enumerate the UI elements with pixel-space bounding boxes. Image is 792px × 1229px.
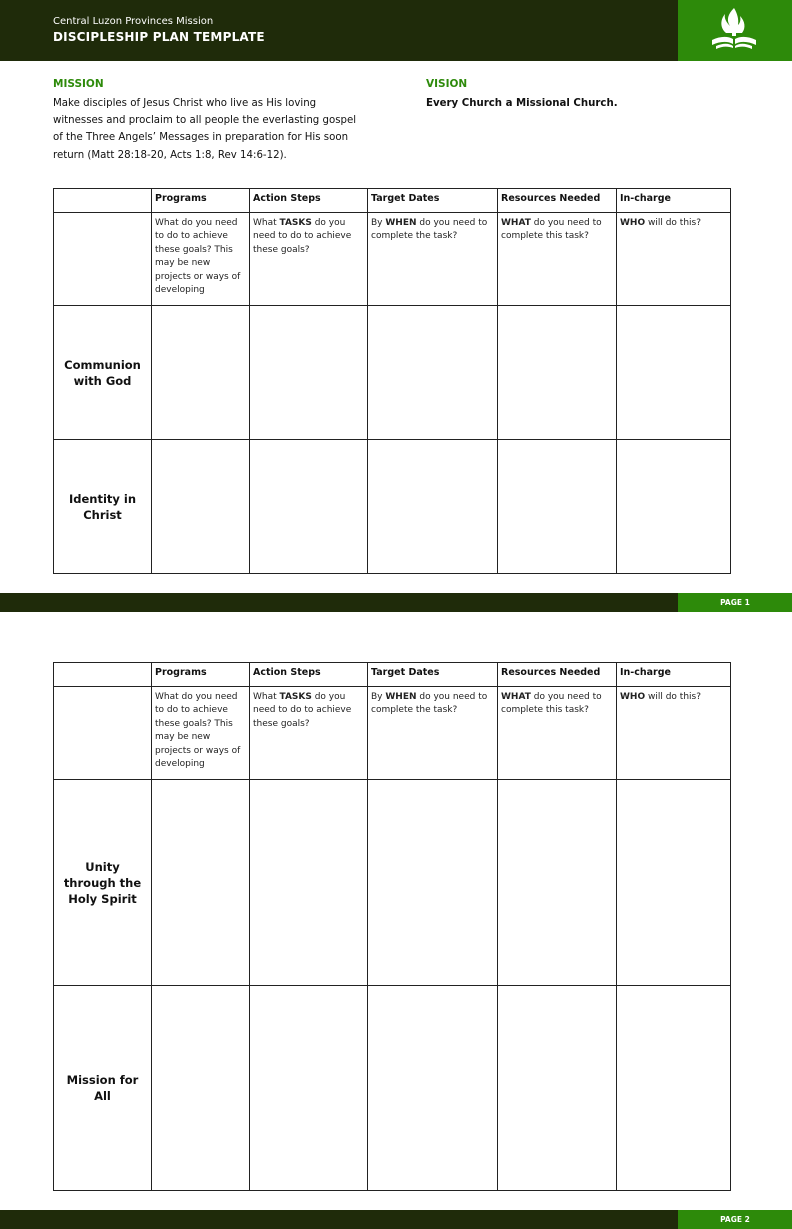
category-communion-with-god: Communion with God [54,306,152,440]
table-row [54,440,731,574]
input-cell[interactable] [617,986,731,1191]
category-mission-for-all: Mission for All [54,986,152,1191]
column-header-programs: Programs [152,189,250,213]
input-cell[interactable] [498,306,617,440]
table-row [54,986,731,1191]
target-dates-description: By WHEN do you need to complete the task? [368,213,498,306]
column-header-resources: Resources Needed [498,189,617,213]
in-charge-description: WHO will do this? [617,213,731,306]
target-dates-description: By WHEN do you need to complete the task? [368,687,498,780]
input-cell[interactable] [498,986,617,1191]
column-header-programs: Programs [152,663,250,687]
table-row [54,780,731,986]
sda-flame-bible-icon [708,6,760,54]
column-header-action-steps: Action Steps [250,189,368,213]
column-header-in-charge: In-charge [617,189,731,213]
mission-text [53,95,373,164]
input-cell[interactable] [250,780,368,986]
input-cell[interactable] [368,780,498,986]
page-number-label: PAGE 1 [678,593,792,612]
description-row-label [54,687,152,780]
organization-name: Central Luzon Provinces Mission [53,16,214,27]
vision-label: VISION [426,78,468,90]
page-number-label: PAGE 2 [678,1210,792,1229]
category-identity-in-christ: Identity in Christ [54,440,152,574]
table-row [54,306,731,440]
input-cell[interactable] [152,780,250,986]
mission-label: MISSION [53,78,104,90]
corner-cell [54,189,152,213]
input-cell[interactable] [498,440,617,574]
action-steps-description: What TASKS do you need to do to achieve these goals? [250,687,368,780]
programs-description: What do you need to do to achieve these goals? This may be new projects or ways of developing [152,687,250,780]
input-cell[interactable] [368,306,498,440]
input-cell[interactable] [152,440,250,574]
input-cell[interactable] [617,306,731,440]
page-1-footer [0,593,792,612]
column-header-target-dates: Target Dates [368,663,498,687]
vision-text: Every Church a Missional Church. [426,98,618,109]
mission-line: witnesses and proclaim to all people the everlasting gospel [53,115,357,127]
page-2-footer [0,1210,792,1229]
column-header-action-steps: Action Steps [250,663,368,687]
input-cell[interactable] [368,986,498,1191]
resources-description: WHAT do you need to complete this task? [498,687,617,780]
column-header-resources: Resources Needed [498,663,617,687]
input-cell[interactable] [617,780,731,986]
column-header-target-dates: Target Dates [368,189,498,213]
programs-description: What do you need to do to achieve these goals? This may be new projects or ways of developing [152,213,250,306]
plan-table-page-2 [53,662,731,1191]
logo-box [678,0,792,61]
input-cell[interactable] [368,440,498,574]
input-cell[interactable] [152,986,250,1191]
action-steps-description: What TASKS do you need to do to achieve these goals? [250,213,368,306]
input-cell[interactable] [152,306,250,440]
mission-line: return (Matt 28:18-20, Acts 1:8, Rev 14:6-12). [53,149,287,161]
category-unity-through-holy-spirit: Unity through the Holy Spirit [54,780,152,986]
input-cell[interactable] [250,986,368,1191]
mission-line: of the Three Angels’ Messages in preparation for His soon [53,132,349,144]
in-charge-description: WHO will do this? [617,687,731,780]
input-cell[interactable] [617,440,731,574]
plan-table-page-1 [53,188,731,574]
input-cell[interactable] [250,306,368,440]
document-title: DISCIPLESHIP PLAN TEMPLATE [53,30,265,44]
mission-line: Make disciples of Jesus Christ who live as His loving [53,98,317,109]
description-row-label [54,213,152,306]
input-cell[interactable] [250,440,368,574]
column-header-in-charge: In-charge [617,663,731,687]
input-cell[interactable] [498,780,617,986]
resources-description: WHAT do you need to complete this task? [498,213,617,306]
corner-cell [54,663,152,687]
page-header [0,0,792,61]
